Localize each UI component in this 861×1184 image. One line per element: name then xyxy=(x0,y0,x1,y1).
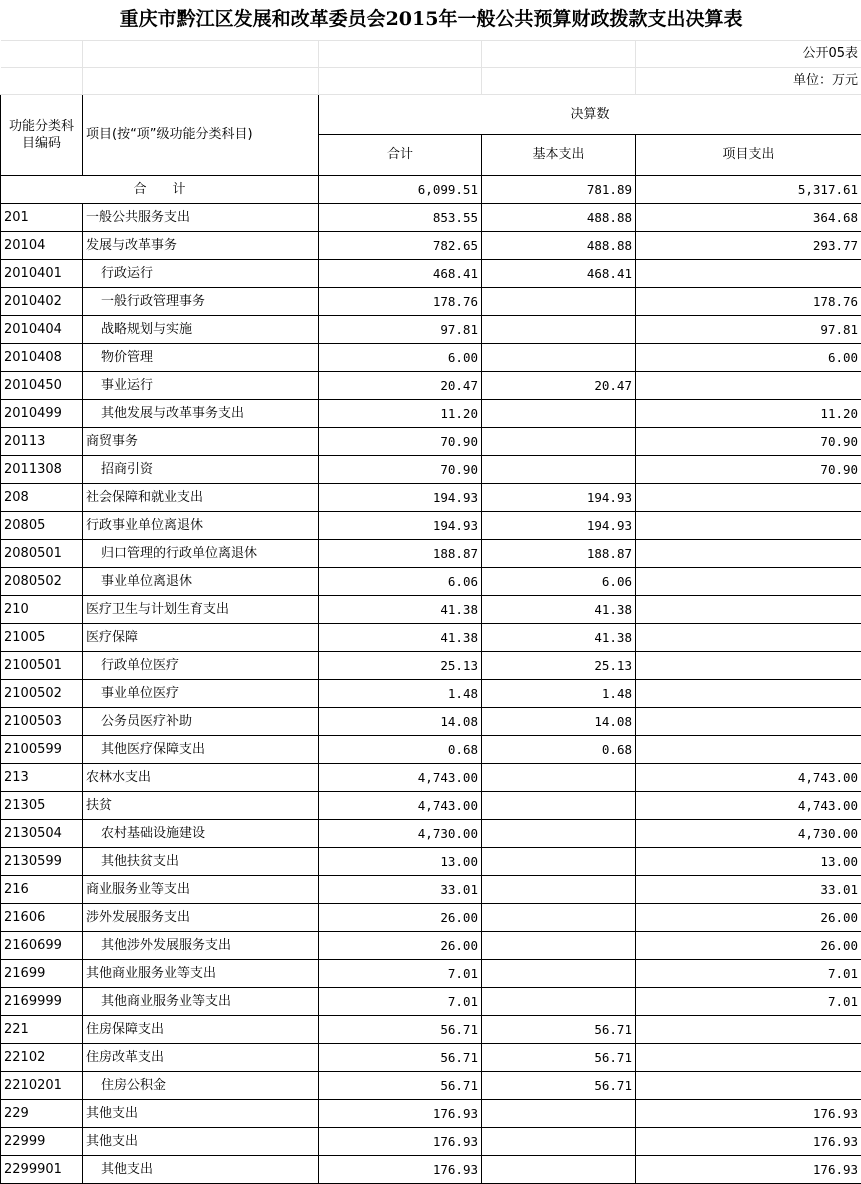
row-item-name: 其他支出 xyxy=(83,1099,319,1127)
row-project xyxy=(636,483,861,511)
table-row xyxy=(1,287,861,315)
row-code: 201 xyxy=(1,203,83,231)
row-code: 2130599 xyxy=(1,847,83,875)
row-total: 11.20 xyxy=(319,399,482,427)
row-basic xyxy=(482,819,636,847)
header-project: 项目支出 xyxy=(636,134,861,175)
table-row xyxy=(1,399,861,427)
row-code: 2010408 xyxy=(1,343,83,371)
row-project xyxy=(636,623,861,651)
row-item-name: 事业单位离退休 xyxy=(83,567,319,595)
row-total: 176.93 xyxy=(319,1155,482,1183)
row-item-name: 农林水支出 xyxy=(83,763,319,791)
table-row xyxy=(1,1099,861,1127)
row-basic: 488.88 xyxy=(482,203,636,231)
total-label: 合 计 xyxy=(1,175,319,203)
header-item: 项目(按“项”级功能分类科目) xyxy=(83,94,319,175)
row-code: 2160699 xyxy=(1,931,83,959)
row-basic xyxy=(482,315,636,343)
row-code: 21305 xyxy=(1,791,83,819)
row-code: 21005 xyxy=(1,623,83,651)
row-item-name: 其他涉外发展服务支出 xyxy=(83,931,319,959)
row-item-name: 行政单位医疗 xyxy=(83,651,319,679)
row-item-name: 招商引资 xyxy=(83,455,319,483)
row-code: 2100502 xyxy=(1,679,83,707)
row-total: 41.38 xyxy=(319,623,482,651)
table-row xyxy=(1,427,861,455)
table-row xyxy=(1,679,861,707)
row-total: 13.00 xyxy=(319,847,482,875)
row-code: 210 xyxy=(1,595,83,623)
row-basic: 56.71 xyxy=(482,1071,636,1099)
row-basic: 488.88 xyxy=(482,231,636,259)
row-basic: 194.93 xyxy=(482,483,636,511)
row-total: 7.01 xyxy=(319,987,482,1015)
row-project xyxy=(636,1043,861,1071)
row-total: 468.41 xyxy=(319,259,482,287)
table-row xyxy=(1,1043,861,1071)
row-code: 22999 xyxy=(1,1127,83,1155)
row-project xyxy=(636,1071,861,1099)
row-total: 41.38 xyxy=(319,595,482,623)
table-row xyxy=(1,483,861,511)
row-code: 2010499 xyxy=(1,399,83,427)
row-basic xyxy=(482,763,636,791)
row-project: 70.90 xyxy=(636,427,861,455)
row-total: 782.65 xyxy=(319,231,482,259)
row-basic: 25.13 xyxy=(482,651,636,679)
table-row xyxy=(1,707,861,735)
row-basic: 188.87 xyxy=(482,539,636,567)
row-code: 208 xyxy=(1,483,83,511)
row-project: 26.00 xyxy=(636,903,861,931)
row-project: 4,730.00 xyxy=(636,819,861,847)
row-item-name: 其他支出 xyxy=(83,1127,319,1155)
row-basic xyxy=(482,903,636,931)
row-total: 20.47 xyxy=(319,371,482,399)
row-code: 2010402 xyxy=(1,287,83,315)
table-row xyxy=(1,959,861,987)
page-title: 重庆市黔江区发展和改革委员会2015年一般公共预算财政拨款支出决算表 xyxy=(1,0,861,40)
row-total: 853.55 xyxy=(319,203,482,231)
row-basic: 194.93 xyxy=(482,511,636,539)
row-project: 4,743.00 xyxy=(636,791,861,819)
total-row xyxy=(1,175,861,203)
row-basic: 41.38 xyxy=(482,595,636,623)
row-project: 178.76 xyxy=(636,287,861,315)
row-code: 2080502 xyxy=(1,567,83,595)
row-total: 7.01 xyxy=(319,959,482,987)
row-project: 11.20 xyxy=(636,399,861,427)
table-row xyxy=(1,819,861,847)
row-project xyxy=(636,539,861,567)
row-code: 213 xyxy=(1,763,83,791)
row-total: 14.08 xyxy=(319,707,482,735)
header-basic: 基本支出 xyxy=(482,134,636,175)
table-row xyxy=(1,343,861,371)
row-code: 221 xyxy=(1,1015,83,1043)
table-row xyxy=(1,847,861,875)
table-row xyxy=(1,931,861,959)
table-row xyxy=(1,539,861,567)
row-basic xyxy=(482,791,636,819)
table-row xyxy=(1,1015,861,1043)
row-item-name: 住房改革支出 xyxy=(83,1043,319,1071)
row-item-name: 住房保障支出 xyxy=(83,1015,319,1043)
row-code: 20113 xyxy=(1,427,83,455)
row-code: 20104 xyxy=(1,231,83,259)
row-project: 4,743.00 xyxy=(636,763,861,791)
table-row xyxy=(1,903,861,931)
row-code: 2010404 xyxy=(1,315,83,343)
row-code: 216 xyxy=(1,875,83,903)
table-row xyxy=(1,1155,861,1183)
table-row xyxy=(1,259,861,287)
row-item-name: 商贸事务 xyxy=(83,427,319,455)
row-project xyxy=(636,595,861,623)
row-total: 4,743.00 xyxy=(319,763,482,791)
row-code: 2080501 xyxy=(1,539,83,567)
row-item-name: 行政运行 xyxy=(83,259,319,287)
row-total: 33.01 xyxy=(319,875,482,903)
row-project: 176.93 xyxy=(636,1127,861,1155)
table-row xyxy=(1,735,861,763)
row-total: 25.13 xyxy=(319,651,482,679)
row-code: 2210201 xyxy=(1,1071,83,1099)
table-row xyxy=(1,455,861,483)
row-basic xyxy=(482,931,636,959)
row-item-name: 一般公共服务支出 xyxy=(83,203,319,231)
row-total: 56.71 xyxy=(319,1043,482,1071)
row-basic xyxy=(482,399,636,427)
row-item-name: 医疗卫生与计划生育支出 xyxy=(83,595,319,623)
table-row xyxy=(1,231,861,259)
row-total: 6.06 xyxy=(319,567,482,595)
row-project xyxy=(636,679,861,707)
row-code: 20805 xyxy=(1,511,83,539)
row-project xyxy=(636,511,861,539)
row-project: 293.77 xyxy=(636,231,861,259)
table-row xyxy=(1,511,861,539)
row-item-name: 发展与改革事务 xyxy=(83,231,319,259)
total-sum: 6,099.51 xyxy=(319,175,482,203)
row-code: 2169999 xyxy=(1,987,83,1015)
table-row xyxy=(1,567,861,595)
row-total: 176.93 xyxy=(319,1127,482,1155)
row-total: 178.76 xyxy=(319,287,482,315)
row-code: 21606 xyxy=(1,903,83,931)
table-row xyxy=(1,1071,861,1099)
total-basic: 781.89 xyxy=(482,175,636,203)
table-row xyxy=(1,791,861,819)
row-total: 70.90 xyxy=(319,427,482,455)
row-project xyxy=(636,1015,861,1043)
row-total: 70.90 xyxy=(319,455,482,483)
row-code: 2130504 xyxy=(1,819,83,847)
row-item-name: 其他商业服务业等支出 xyxy=(83,987,319,1015)
table-row xyxy=(1,595,861,623)
row-basic xyxy=(482,1155,636,1183)
table-row xyxy=(1,875,861,903)
row-total: 26.00 xyxy=(319,903,482,931)
row-item-name: 一般行政管理事务 xyxy=(83,287,319,315)
row-project: 97.81 xyxy=(636,315,861,343)
row-basic xyxy=(482,455,636,483)
row-project: 33.01 xyxy=(636,875,861,903)
row-code: 21699 xyxy=(1,959,83,987)
row-basic: 56.71 xyxy=(482,1043,636,1071)
row-total: 188.87 xyxy=(319,539,482,567)
row-basic xyxy=(482,987,636,1015)
row-total: 1.48 xyxy=(319,679,482,707)
row-project xyxy=(636,371,861,399)
row-project: 176.93 xyxy=(636,1155,861,1183)
row-project xyxy=(636,259,861,287)
row-basic xyxy=(482,875,636,903)
row-total: 194.93 xyxy=(319,483,482,511)
row-item-name: 住房公积金 xyxy=(83,1071,319,1099)
row-basic xyxy=(482,847,636,875)
row-basic xyxy=(482,427,636,455)
row-basic xyxy=(482,1099,636,1127)
row-total: 26.00 xyxy=(319,931,482,959)
row-code: 2100501 xyxy=(1,651,83,679)
row-project: 176.93 xyxy=(636,1099,861,1127)
row-total: 56.71 xyxy=(319,1071,482,1099)
row-item-name: 涉外发展服务支出 xyxy=(83,903,319,931)
row-basic: 20.47 xyxy=(482,371,636,399)
row-total: 194.93 xyxy=(319,511,482,539)
row-item-name: 战略规划与实施 xyxy=(83,315,319,343)
header-code: 功能分类科目编码 xyxy=(1,94,83,175)
row-item-name: 医疗保障 xyxy=(83,623,319,651)
row-total: 176.93 xyxy=(319,1099,482,1127)
row-basic: 1.48 xyxy=(482,679,636,707)
row-basic xyxy=(482,343,636,371)
row-item-name: 其他支出 xyxy=(83,1155,319,1183)
row-code: 2010450 xyxy=(1,371,83,399)
row-total: 6.00 xyxy=(319,343,482,371)
row-item-name: 扶贫 xyxy=(83,791,319,819)
table-row xyxy=(1,987,861,1015)
row-basic: 56.71 xyxy=(482,1015,636,1043)
row-project xyxy=(636,707,861,735)
row-item-name: 其他医疗保障支出 xyxy=(83,735,319,763)
row-total: 0.68 xyxy=(319,735,482,763)
row-project: 26.00 xyxy=(636,931,861,959)
row-code: 2299901 xyxy=(1,1155,83,1183)
row-basic: 468.41 xyxy=(482,259,636,287)
table-row xyxy=(1,651,861,679)
row-basic xyxy=(482,1127,636,1155)
row-total: 97.81 xyxy=(319,315,482,343)
row-total: 4,730.00 xyxy=(319,819,482,847)
row-total: 56.71 xyxy=(319,1015,482,1043)
row-item-name: 农村基础设施建设 xyxy=(83,819,319,847)
row-item-name: 其他扶贫支出 xyxy=(83,847,319,875)
row-item-name: 公务员医疗补助 xyxy=(83,707,319,735)
row-project xyxy=(636,651,861,679)
row-project: 6.00 xyxy=(636,343,861,371)
row-project: 7.01 xyxy=(636,987,861,1015)
row-code: 2100599 xyxy=(1,735,83,763)
row-code: 2100503 xyxy=(1,707,83,735)
row-item-name: 事业运行 xyxy=(83,371,319,399)
table-row xyxy=(1,315,861,343)
row-code: 229 xyxy=(1,1099,83,1127)
table-row xyxy=(1,371,861,399)
row-basic xyxy=(482,959,636,987)
row-basic: 6.06 xyxy=(482,567,636,595)
row-item-name: 其他发展与改革事务支出 xyxy=(83,399,319,427)
row-project: 13.00 xyxy=(636,847,861,875)
table-row xyxy=(1,623,861,651)
row-code: 2011308 xyxy=(1,455,83,483)
table-row xyxy=(1,1127,861,1155)
total-project: 5,317.61 xyxy=(636,175,861,203)
header-group: 决算数 xyxy=(319,94,861,134)
row-project: 7.01 xyxy=(636,959,861,987)
row-code: 2010401 xyxy=(1,259,83,287)
table-row xyxy=(1,203,861,231)
row-item-name: 行政事业单位离退休 xyxy=(83,511,319,539)
unit-label: 单位：万元 xyxy=(636,67,861,94)
row-item-name: 其他商业服务业等支出 xyxy=(83,959,319,987)
row-project: 70.90 xyxy=(636,455,861,483)
row-project: 364.68 xyxy=(636,203,861,231)
row-item-name: 事业单位医疗 xyxy=(83,679,319,707)
row-item-name: 归口管理的行政单位离退休 xyxy=(83,539,319,567)
row-basic: 14.08 xyxy=(482,707,636,735)
row-project xyxy=(636,735,861,763)
row-total: 4,743.00 xyxy=(319,791,482,819)
row-project xyxy=(636,567,861,595)
row-basic xyxy=(482,287,636,315)
row-basic: 41.38 xyxy=(482,623,636,651)
row-basic: 0.68 xyxy=(482,735,636,763)
form-number: 公开05表 xyxy=(636,40,861,67)
row-code: 22102 xyxy=(1,1043,83,1071)
row-item-name: 物价管理 xyxy=(83,343,319,371)
header-total: 合计 xyxy=(319,134,482,175)
row-item-name: 社会保障和就业支出 xyxy=(83,483,319,511)
table-row xyxy=(1,763,861,791)
row-item-name: 商业服务业等支出 xyxy=(83,875,319,903)
